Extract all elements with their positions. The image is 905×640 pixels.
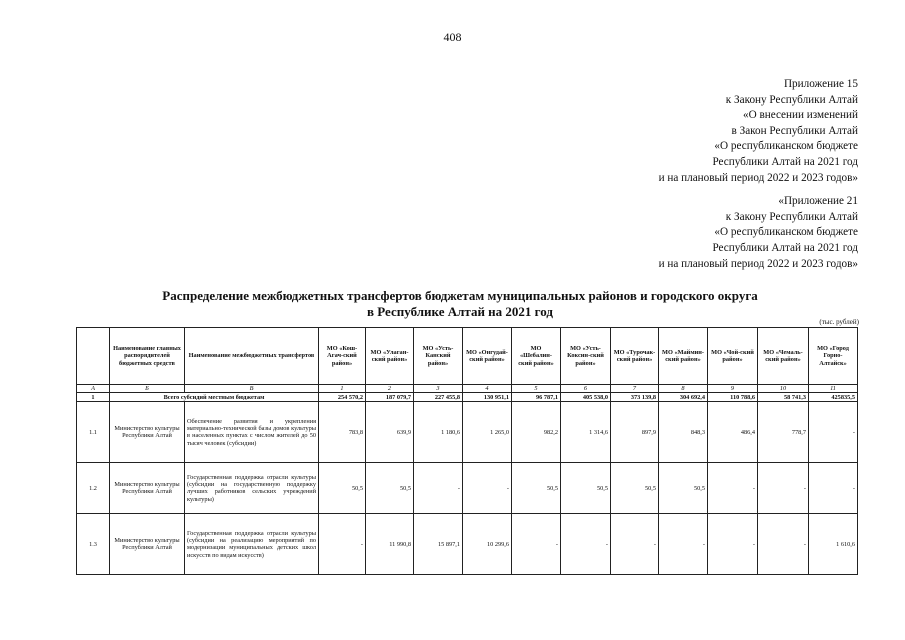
value-cell: -: [561, 514, 611, 575]
index-cell: 10: [758, 385, 809, 393]
title-line-2: в Республике Алтай на 2021 год: [367, 304, 553, 319]
value-cell: -: [512, 514, 561, 575]
value-cell: -: [758, 463, 809, 514]
appendix-line: в Закон Республики Алтай: [731, 124, 858, 137]
index-cell: 6: [561, 385, 611, 393]
value-cell: 639,9: [366, 402, 414, 463]
table-row: [77, 402, 858, 463]
appendix-block-current: [659, 77, 858, 186]
row-number: 1.2: [77, 463, 110, 514]
ministry-cell: Министерство культуры Республики Алтай: [110, 514, 185, 575]
appendix-line: «О республиканском бюджете: [714, 226, 858, 239]
value-cell: 58 741,3: [758, 393, 809, 402]
value-cell: -: [708, 514, 758, 575]
column-index-row: [77, 385, 858, 393]
appendix-line: Республики Алтай на 2021 год: [712, 155, 858, 168]
value-cell: 373 139,8: [611, 393, 659, 402]
value-cell: 778,7: [758, 402, 809, 463]
title-line-1: Распределение межбюджетных трансфертов бюджетам муниципальных районов и городского округа: [162, 288, 758, 303]
index-cell: 4: [463, 385, 512, 393]
value-cell: 1 180,6: [414, 402, 463, 463]
value-cell: 227 455,8: [414, 393, 463, 402]
index-cell: 11: [809, 385, 858, 393]
row-number: 1.1: [77, 402, 110, 463]
value-cell: 1 314,6: [561, 402, 611, 463]
header-cell: МО «Чой-ский район»: [708, 328, 758, 385]
value-cell: -: [758, 514, 809, 575]
transfers-table: [76, 327, 858, 575]
index-cell: 8: [659, 385, 708, 393]
value-cell: 405 538,0: [561, 393, 611, 402]
header-cell: МО «Турочак-ский район»: [611, 328, 659, 385]
value-cell: -: [809, 402, 858, 463]
value-cell: 15 897,1: [414, 514, 463, 575]
header-cell: Наименование главных распорядителей бюджетных средств: [110, 328, 185, 385]
index-cell: 2: [366, 385, 414, 393]
table-row: [77, 463, 858, 514]
transfer-name-cell: Государственная поддержка отрасли культуры (субсидии на реализацию мероприятий по модернизации муниципальных детских школ искусств по видам искусств): [185, 514, 319, 575]
appendix-line: Республики Алтай на 2021 год: [712, 241, 858, 254]
appendix-line: «Приложение 21: [778, 195, 858, 208]
transfer-name-cell: Государственная поддержка отрасли культуры (субсидии на государственную поддержку лучших работников сельских учреждений культуры): [185, 463, 319, 514]
appendix-line: «О внесении изменений: [742, 109, 858, 122]
header-cell: МО «Кош-Агач-ский район»: [319, 328, 366, 385]
value-cell: -: [708, 463, 758, 514]
value-cell: 783,8: [319, 402, 366, 463]
page-number: 408: [443, 30, 462, 44]
header-cell: МО «Чемаль-ский район»: [758, 328, 809, 385]
header-cell: МО «Улаган-ский район»: [366, 328, 414, 385]
table-header-row: [77, 328, 858, 385]
value-cell: -: [319, 514, 366, 575]
appendix-line: и на плановый период 2022 и 2023 годов»: [658, 171, 858, 184]
header-cell: МО «Онгудай-ский район»: [463, 328, 512, 385]
index-cell: 5: [512, 385, 561, 393]
value-cell: 187 079,7: [366, 393, 414, 402]
value-cell: -: [611, 514, 659, 575]
appendix-line: «О республиканском бюджете: [714, 140, 858, 153]
transfer-name-cell: Обеспечение развития и укрепления материально-технической базы домов культуры в населенных пунктах с числом жителей до 50 тысяч человек (субсидии): [185, 402, 319, 463]
value-cell: 425835,5: [809, 393, 858, 402]
appendix-block-original: [659, 194, 858, 272]
index-cell: 9: [708, 385, 758, 393]
value-cell: 982,2: [512, 402, 561, 463]
header-cell: [77, 328, 110, 385]
appendix-line: Приложение 15: [783, 78, 858, 90]
value-cell: 50,5: [561, 463, 611, 514]
row-number: 1.3: [77, 514, 110, 575]
value-cell: -: [809, 463, 858, 514]
value-cell: 1 610,6: [809, 514, 858, 575]
header-cell: МО «Маймин-ский район»: [659, 328, 708, 385]
appendix-line: к Закону Республики Алтай: [725, 93, 858, 106]
value-cell: 50,5: [319, 463, 366, 514]
document-title: [100, 288, 820, 320]
index-cell: 7: [611, 385, 659, 393]
value-cell: 486,4: [708, 402, 758, 463]
ministry-cell: Министерство культуры Республики Алтай: [110, 402, 185, 463]
units-label: (тыс. рублей): [819, 318, 859, 326]
header-cell: Наименование межбюджетных трансфертов: [185, 328, 319, 385]
value-cell: 11 990,8: [366, 514, 414, 575]
value-cell: 254 570,2: [319, 393, 366, 402]
header-cell: МО «Шебалин-ский район»: [512, 328, 561, 385]
index-cell: В: [185, 385, 319, 393]
value-cell: 50,5: [611, 463, 659, 514]
value-cell: 848,3: [659, 402, 708, 463]
table-row: [77, 514, 858, 575]
header-cell: МО «Усть-Канский район»: [414, 328, 463, 385]
appendix-header: [659, 77, 858, 272]
header-cell: МО «Усть-Коксин-ский район»: [561, 328, 611, 385]
total-label: Всего субсидий местным бюджетам: [110, 393, 319, 402]
appendix-line: и на плановый период 2022 и 2023 годов»: [658, 257, 858, 270]
appendix-line: к Закону Республики Алтай: [725, 210, 858, 223]
value-cell: -: [463, 463, 512, 514]
value-cell: 304 692,4: [659, 393, 708, 402]
value-cell: 50,5: [659, 463, 708, 514]
value-cell: 130 951,1: [463, 393, 512, 402]
header-cell: МО «Город Горно-Алтайск»: [809, 328, 858, 385]
value-cell: 50,5: [512, 463, 561, 514]
index-cell: Б: [110, 385, 185, 393]
row-number: 1: [77, 393, 110, 402]
value-cell: 10 299,6: [463, 514, 512, 575]
value-cell: -: [414, 463, 463, 514]
value-cell: -: [659, 514, 708, 575]
index-cell: 3: [414, 385, 463, 393]
total-row: [77, 393, 858, 402]
value-cell: 50,5: [366, 463, 414, 514]
value-cell: 96 787,1: [512, 393, 561, 402]
value-cell: 897,9: [611, 402, 659, 463]
ministry-cell: Министерство культуры Республики Алтай: [110, 463, 185, 514]
value-cell: 110 788,6: [708, 393, 758, 402]
index-cell: 1: [319, 385, 366, 393]
value-cell: 1 265,0: [463, 402, 512, 463]
index-cell: А: [77, 385, 110, 393]
